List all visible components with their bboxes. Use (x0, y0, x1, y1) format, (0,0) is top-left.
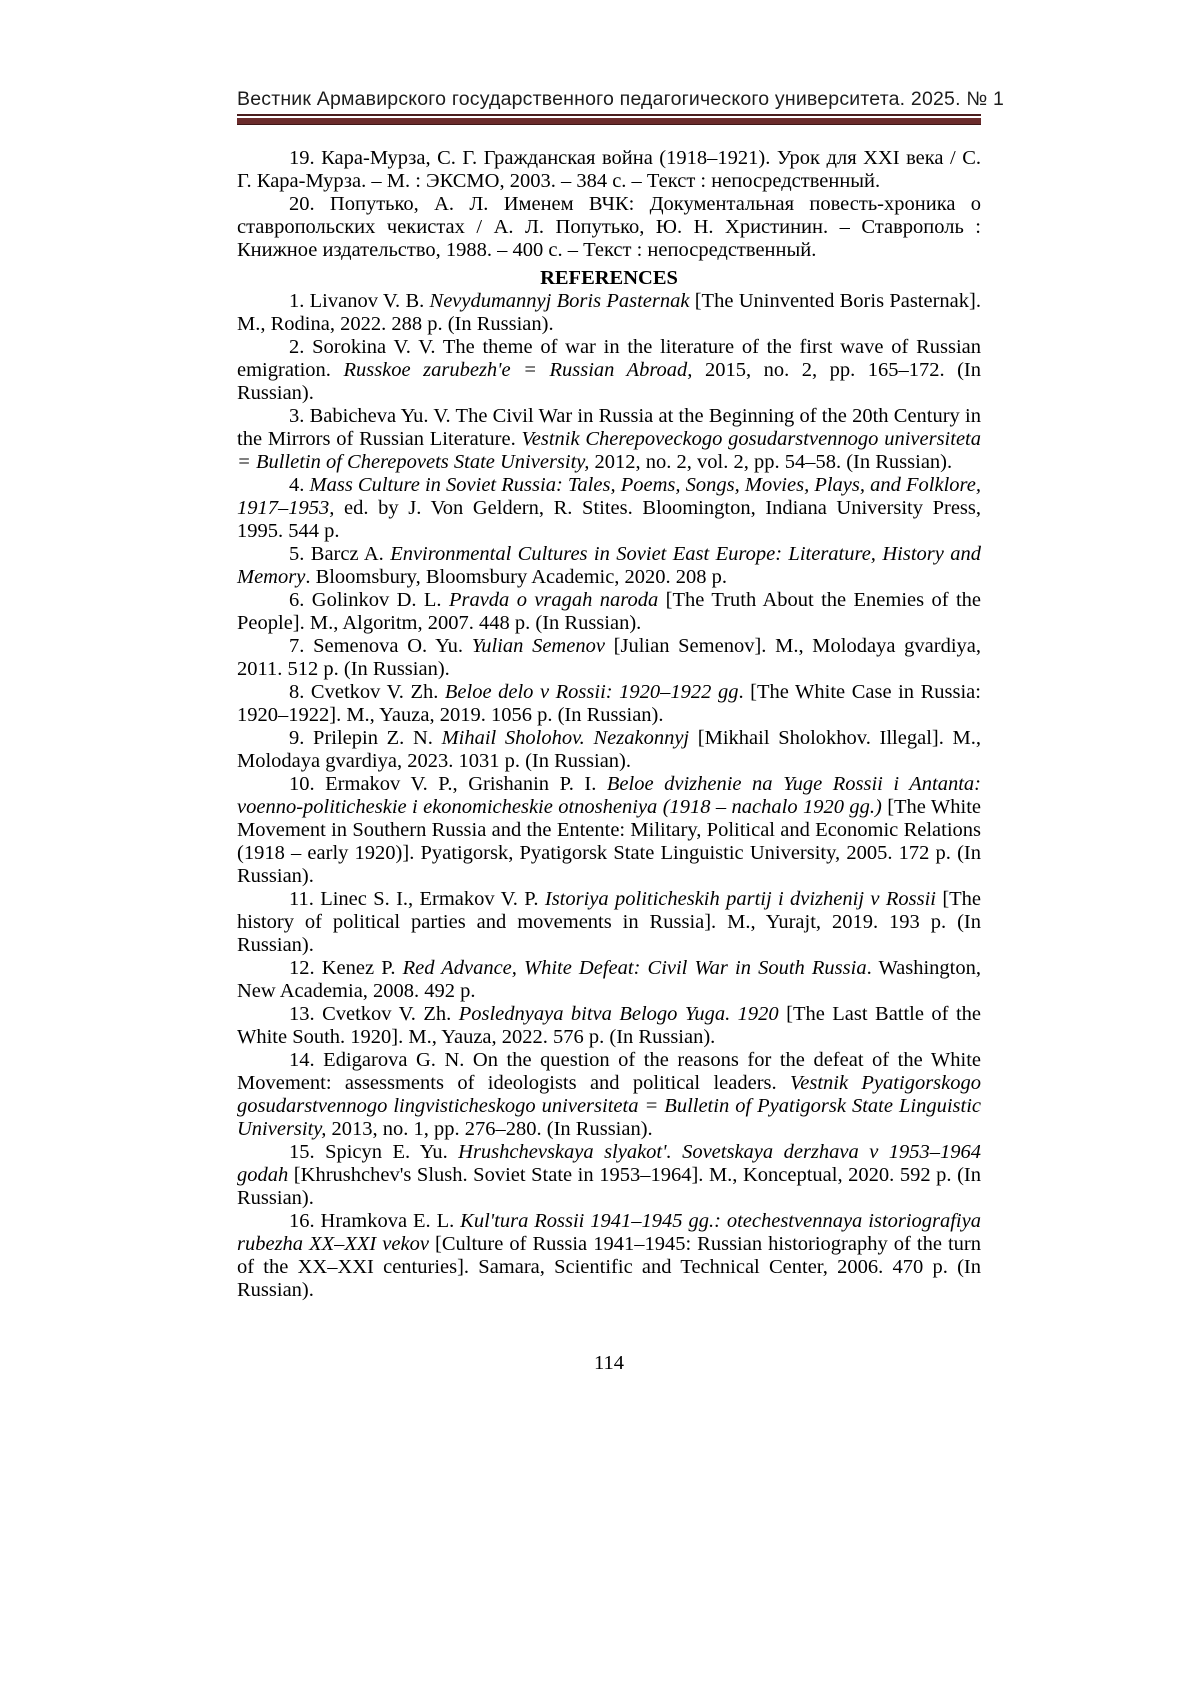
reference-title-italic: Vestnik Cherepoveckogo gosudarstvennogo universiteta = Bulletin of Cherepovets State University, (237, 428, 981, 473)
reference-title-italic: Mihail Sholohov. Nezakonnyj (441, 727, 690, 749)
references-list (237, 290, 981, 1302)
reference-title-italic: Beloe dvizhenie na Yuge Rossii i Antanta: voenno-politicheskie i ekonomicheskie otnosheniya (1918 – nachalo 1920 gg.) (237, 773, 981, 818)
reference-title-italic: Istoriya politicheskih partij i dvizhenij v Rossii (544, 888, 936, 910)
reference-title-italic: Nevydumannyj Boris Pasternak (429, 290, 690, 312)
header-rule-thick (237, 118, 981, 125)
reference-text: 13. Cvetkov V. Zh. (289, 1003, 459, 1025)
reference-text: 2. Sorokina V. V. The theme of war in the literature of the first wave of Russian emigration. (237, 336, 981, 381)
journal-header (237, 88, 1005, 125)
reference-title-italic: Beloe delo v Rossii: 1920–1922 gg (444, 681, 739, 703)
reference-item (237, 635, 981, 681)
reference-text: 16. Hramkova E. L. (289, 1210, 461, 1232)
reference-item (237, 1003, 981, 1049)
header-rule-thin (237, 114, 981, 116)
reference-text: [The Uninvented Boris Pasternak]. M., Rodina, 2022. 288 p. (In Russian). (237, 290, 981, 335)
reference-text: 6. Golinkov D. L. (289, 589, 449, 611)
reference-item (237, 773, 981, 888)
reference-item (237, 405, 981, 474)
reference-title-italic: Poslednyaya bitva Belogo Yuga. 1920 (458, 1003, 779, 1025)
reference-text: 1. Livanov V. B. (289, 290, 430, 312)
references-section (237, 147, 981, 1302)
reference-text: [Julian Semenov]. M., Molodaya gvardiya, 2011. 512 p. (In Russian). (237, 635, 981, 680)
page-number: 114 (594, 1352, 624, 1374)
reference-text: 14. Edigarova G. N. On the question of the reasons for the defeat of the White Movement: assessments of ideologists and political leaders. (237, 1049, 981, 1094)
reference-item (237, 1049, 981, 1141)
reference-text: ed. by J. Von Geldern, R. Stites. Bloomington, Indiana University Press, 1995. 544 p. (237, 497, 981, 542)
reference-text: 2015, no. 2, pp. 165–172. (In Russian). (237, 359, 982, 404)
reference-item (237, 888, 981, 957)
reference-text: 9. Prilepin Z. N. (289, 727, 442, 749)
references-heading: REFERENCES (540, 267, 678, 289)
reference-item (237, 957, 981, 1003)
reference-title-italic: Mass Culture in Soviet Russia: Tales, Poems, Songs, Movies, Plays, and Folklore, 1917–1953, (237, 474, 981, 519)
reference-text: 7. Semenova O. Yu. (289, 635, 472, 657)
reference-text: . [The White Case in Russia: 1920–1922]. M., Yauza, 2019. 1056 p. (In Russian). (237, 681, 981, 726)
page-content (237, 88, 1005, 1374)
reference-text: [Khrushchev's Slush. Soviet State in 1953–1964]. M., Konceptual, 2020. 592 p. (In Russian). (237, 1164, 981, 1209)
reference-item (237, 727, 981, 773)
reference-text: 3. Babicheva Yu. V. The Civil War in Russia at the Beginning of the 20th Century in the Mirrors of Russian Literature. (237, 405, 981, 450)
reference-text: [Mikhail Sholokhov. Illegal]. M., Molodaya gvardiya, 2023. 1031 p. (In Russian). (237, 727, 981, 772)
reference-title-italic: Red Advance, White Defeat: Civil War in South Russia (402, 957, 867, 979)
reference-text: 12. Kenez P. (289, 957, 403, 979)
reference-text: 15. Spicyn E. Yu. (289, 1141, 459, 1163)
reference-text: [The White Movement in Southern Russia and the Entente: Military, Political and Economic Relations (1918 – early 1920)]. Pyatigorsk, Pyatigorsk State Linguistic University, 2005. 172 p. (In Russian). (237, 796, 981, 887)
reference-title-italic: Environmental Cultures in Soviet East Europe: Literature, History and Memory (237, 543, 981, 588)
reference-text: 11. Linec S. I., Ermakov V. P. (289, 888, 545, 910)
reference-text: 10. Ermakov V. P., Grishanin P. I. (289, 773, 607, 795)
reference-text: 20. Попутько, А. Л. Именем ВЧК: Документальная повесть-хроника о ставропольских чекистах / А. Л. Попутько, Ю. Н. Христинин. – Ставрополь : Книжное издательство, 1988. – 400 с. – Текст : непосредственный. (237, 193, 981, 261)
reference-item (237, 681, 981, 727)
reference-text: 19. Кара-Мурза, С. Г. Гражданская война (1918–1921). Урок для XXI века / С. Г. Кара-Мурза. – М. : ЭКСМО, 2003. – 384 с. – Текст : непосредственный. (237, 147, 981, 192)
reference-text: 5. Barcz A. (289, 543, 391, 565)
reference-item (237, 336, 981, 405)
reference-item (237, 1141, 981, 1210)
reference-item (237, 290, 981, 336)
reference-text: 8. Cvetkov V. Zh. (289, 681, 445, 703)
reference-text: 2012, no. 2, vol. 2, pp. 54–58. (In Russian). (589, 451, 953, 473)
reference-title-italic: Russkoe zarubezh'e = Russian Abroad, (343, 359, 693, 381)
reference-text: [The Last Battle of the White South. 1920]. M., Yauza, 2022. 576 p. (In Russian). (237, 1003, 981, 1048)
reference-title-italic: Pravda o vragah naroda (448, 589, 659, 611)
reference-item (237, 474, 981, 543)
journal-header-title: Вестник Армавирского государственного педагогического университета. 2025. № 1 (237, 88, 1005, 110)
russian-references-list (237, 147, 981, 262)
reference-text: 4. (289, 474, 310, 496)
reference-text: . Bloomsbury, Bloomsbury Academic, 2020. 208 p. (305, 566, 728, 588)
reference-item (237, 589, 981, 635)
reference-text: [The Truth About the Enemies of the People]. M., Algoritm, 2007. 448 p. (In Russian). (237, 589, 981, 634)
reference-text: [The history of political parties and movements in Russia]. M., Yurajt, 2019. 193 p. (In Russian). (237, 888, 982, 956)
reference-item (237, 147, 981, 193)
reference-text: [Culture of Russia 1941–1945: Russian historiography of the turn of the XX–XXI centuries]. Samara, Scientific and Technical Center, 2006. 470 p. (In Russian). (237, 1233, 981, 1301)
reference-title-italic: Kul'tura Rossii 1941–1945 gg.: otechestvennaya istoriografiya rubezha XX–XXI vekov (237, 1210, 981, 1255)
reference-title-italic: Yulian Semenov (471, 635, 605, 657)
reference-text: 2013, no. 1, pp. 276–280. (In Russian). (326, 1118, 653, 1140)
reference-text: . Washington, New Academia, 2008. 492 p. (237, 957, 981, 1002)
reference-item (237, 543, 981, 589)
reference-title-italic: Hrushchevskaya slyakot'. Sovetskaya derzhava v 1953–1964 godah (237, 1141, 981, 1186)
reference-title-italic: Vestnik Pyatigorskogo gosudarstvennogo lingvisticheskogo universiteta = Bulletin of Pyatigorsk State Linguistic University, (237, 1072, 981, 1140)
reference-item (237, 1210, 981, 1302)
reference-item (237, 193, 981, 262)
